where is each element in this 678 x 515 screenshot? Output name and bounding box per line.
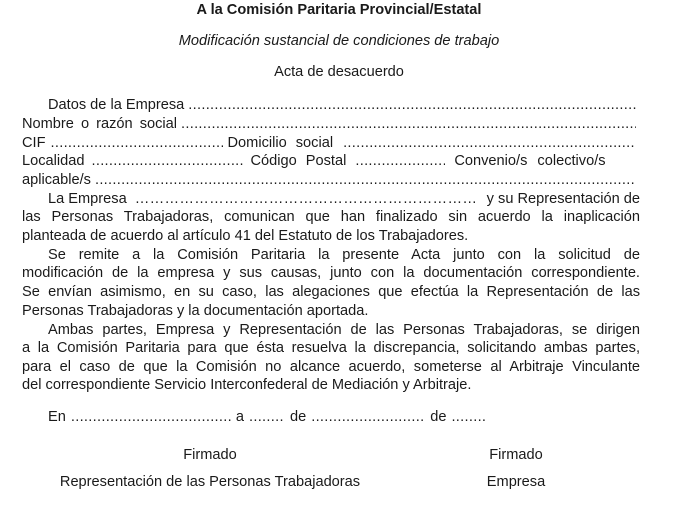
blank-localidad[interactable]	[91, 152, 243, 170]
label: de	[289, 409, 307, 425]
label: CIF	[22, 135, 46, 151]
blank-day[interactable]	[249, 408, 285, 426]
body-line: Personas Trabajadoras y la documentación aportada.	[22, 303, 369, 319]
blank-codigo-postal[interactable]	[355, 152, 445, 170]
body-line: Ambas partes, Empresa y Representación de las Personas Trabajadoras, se dirigen	[48, 322, 640, 338]
label: Domicilio social	[227, 135, 334, 151]
label: Datos de la Empresa	[48, 97, 185, 113]
blank-nombre[interactable]	[181, 115, 636, 133]
blank-cif[interactable]	[51, 134, 223, 152]
blank-aplicable[interactable]	[95, 171, 634, 189]
label: Localidad	[22, 153, 85, 169]
document-type: Acta de desacuerdo	[274, 64, 404, 80]
blank-domicilio[interactable]	[343, 134, 636, 152]
left-signed: Firmado	[183, 447, 237, 463]
left-signature-label: Representación de las Personas Trabajadoras	[59, 474, 361, 490]
field-la-empresa	[22, 190, 640, 208]
label: La Empresa	[48, 191, 127, 207]
label: a	[235, 409, 244, 425]
body-line: para el caso de que la Comisión no alcance acuerdo, someterse al Arbitraje Vinculante	[22, 359, 640, 375]
blank-place[interactable]	[71, 408, 231, 426]
blank-year[interactable]	[451, 408, 485, 426]
field-aplicable	[22, 171, 638, 189]
body-line: Se envían asimismo, en su caso, las alegaciones que efectúa la Representación de las	[22, 284, 640, 300]
label: y su Representación de	[486, 191, 640, 207]
label: aplicable/s	[22, 172, 91, 188]
label: Código Postal	[250, 153, 347, 169]
label: Nombre o razón social	[22, 116, 178, 132]
field-datos-empresa	[22, 96, 640, 114]
blank-datos-empresa[interactable]	[188, 96, 636, 114]
document-title: A la Comisión Paritaria Provincial/Estatal	[196, 2, 482, 18]
body-line: planteada de acuerdo al artículo 41 del Estatuto de los Trabajadores.	[22, 228, 469, 244]
field-nombre	[22, 115, 640, 133]
document-subtitle: Modificación sustancial de condiciones de trabajo	[178, 33, 500, 49]
right-signed: Firmado	[489, 447, 543, 463]
field-cif-domicilio	[22, 134, 640, 152]
blank-la-empresa[interactable]	[135, 190, 479, 208]
right-signature-label: Empresa	[486, 474, 546, 490]
date-line	[48, 408, 488, 426]
label: Convenio/s colectivo/s	[454, 153, 606, 169]
label: En	[48, 409, 66, 425]
blank-month[interactable]	[311, 408, 425, 426]
label: de	[430, 409, 447, 425]
body-line: del correspondiente Servicio Interconfederal de Mediación y Arbitraje.	[22, 377, 472, 393]
field-localidad	[22, 152, 640, 170]
body-line: modificación de la empresa y sus causas, junto con la documentación correspondiente.	[22, 265, 640, 281]
body-line: Se remite a la Comisión Paritaria la presente Acta junto con la solicitud de	[48, 247, 640, 263]
body-line: las Personas Trabajadoras, comunican que han finalizado sin acuerdo la inaplicación	[22, 209, 640, 225]
body-line: a la Comisión Paritaria para que ésta resuelva la discrepancia, solicitando ambas partes,	[22, 340, 640, 356]
